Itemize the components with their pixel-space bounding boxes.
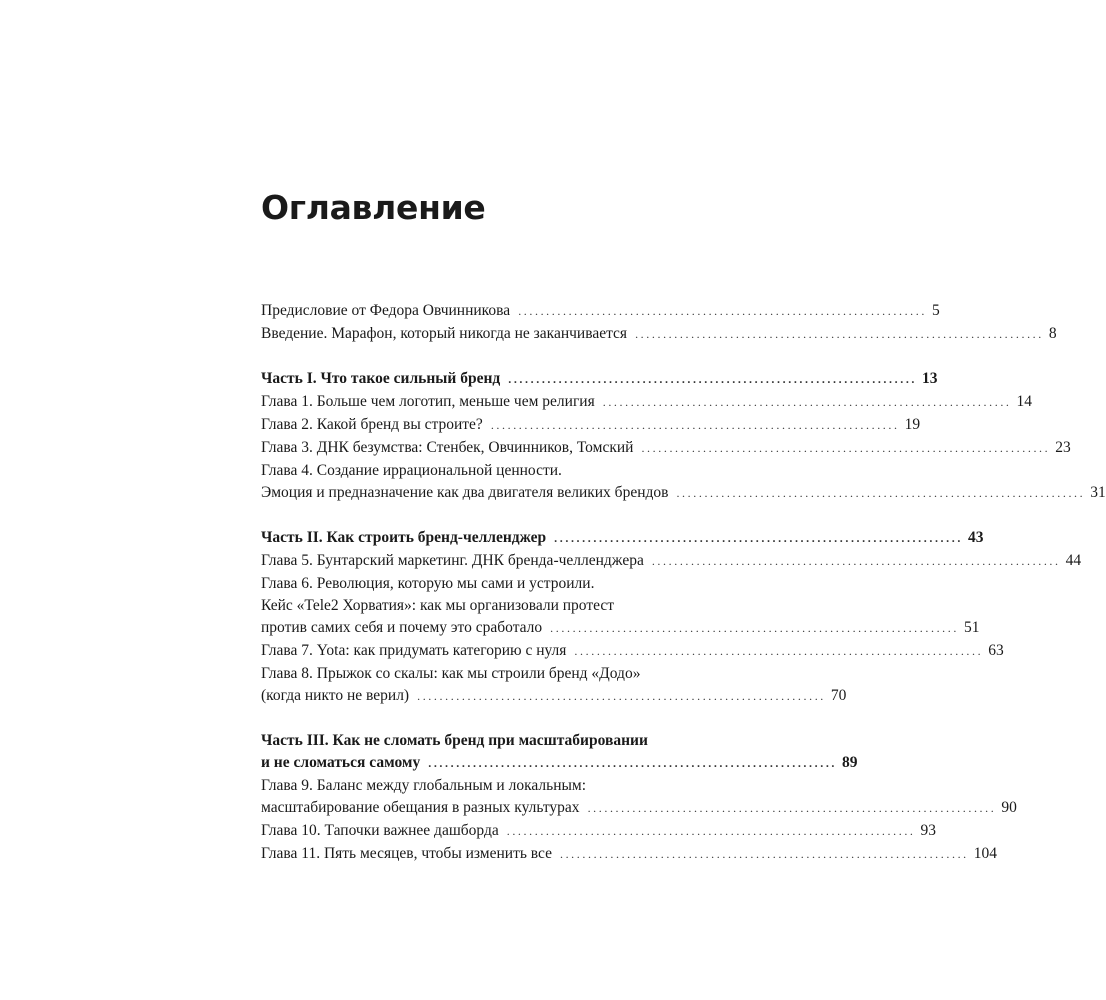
toc-page-number: 5: [932, 302, 940, 319]
toc-line: [261, 573, 739, 595]
toc-line: [261, 730, 739, 752]
dot-leader: .........................................................................: [635, 327, 1044, 341]
toc-part-entry[interactable]: [261, 368, 938, 390]
section-spacer: [261, 346, 739, 368]
toc-page-number: 70: [830, 687, 847, 704]
toc-page-number: 43: [967, 529, 984, 546]
toc-page-number: 13: [922, 370, 938, 387]
toc-line: [261, 300, 940, 322]
toc-entry-title: Глава 11. Пять месяцев, чтобы изменить все: [261, 845, 552, 862]
dot-leader: .........................................................................: [559, 847, 969, 861]
toc-chapter-entry[interactable]: [261, 843, 998, 865]
toc-part-entry[interactable]: [261, 527, 984, 549]
toc-entry-title: против самих себя и почему это сработало: [261, 619, 543, 636]
dot-leader: .........................................................................: [641, 441, 1051, 455]
toc-line: [261, 685, 847, 707]
dot-leader: .........................................................................: [417, 689, 826, 703]
dot-leader: .........................................................................: [554, 531, 963, 545]
toc-line: [261, 550, 1082, 572]
toc-entry-title: Кейс «Tele2 Хорватия»: как мы организовали протест: [261, 597, 615, 614]
toc-entry-title: Глава 8. Прыжок со скалы: как мы строили бренд «Додо»: [261, 665, 641, 682]
dot-leader: .........................................................................: [490, 418, 900, 432]
toc-chapter-entry[interactable]: [261, 573, 980, 639]
dot-leader: .........................................................................: [550, 621, 959, 635]
toc-line: [261, 797, 1017, 819]
toc-line: [261, 640, 1004, 662]
toc-entry-title: Глава 7. Yota: как придумать категорию с нуля: [261, 642, 567, 659]
dot-leader: .........................................................................: [602, 395, 1012, 409]
toc-line: [261, 482, 1106, 504]
toc-chapter-entry[interactable]: [261, 550, 1082, 572]
toc-chapter-entry[interactable]: [261, 300, 940, 322]
toc-line: [261, 323, 1057, 345]
toc-line: [261, 775, 739, 797]
toc-line: [261, 391, 1033, 413]
toc-entry-title: Глава 2. Какой бренд вы строите?: [261, 416, 483, 433]
toc-entry-title: Предисловие от Федора Овчинникова: [261, 302, 511, 319]
toc-chapter-entry[interactable]: [261, 775, 1017, 819]
toc-chapter-entry[interactable]: [261, 414, 921, 436]
toc-line: [261, 414, 921, 436]
toc-chapter-entry[interactable]: [261, 640, 1004, 662]
toc-page-number: 63: [988, 642, 1004, 659]
toc-entry-title: масштабирование обещания в разных культурах: [261, 799, 580, 816]
dot-leader: .........................................................................: [651, 554, 1061, 568]
toc-entry-title: (когда никто не верил): [261, 687, 410, 704]
toc-page-number: 90: [1001, 799, 1017, 816]
toc-entry-title: Введение. Марафон, который никогда не заканчивается: [261, 325, 628, 342]
toc-page-number: 31: [1090, 484, 1106, 501]
toc-line: [261, 843, 998, 865]
dot-leader: .........................................................................: [676, 486, 1086, 500]
toc-entry-title: Глава 5. Бунтарский маркетинг. ДНК бренда-челленджера: [261, 552, 644, 569]
toc-part-entry[interactable]: [261, 730, 858, 774]
toc-line: [261, 527, 984, 549]
dot-leader: .........................................................................: [506, 824, 916, 838]
section-spacer: [261, 708, 739, 730]
toc-line: [261, 595, 739, 617]
toc-entry-title: Глава 4. Создание иррациональной ценности.: [261, 462, 562, 479]
toc-page-number: 19: [904, 416, 921, 433]
toc-chapter-entry[interactable]: [261, 391, 1033, 413]
toc-entry-title: Глава 1. Больше чем логотип, меньше чем религия: [261, 393, 595, 410]
dot-leader: .........................................................................: [428, 756, 838, 770]
toc-chapter-entry[interactable]: [261, 663, 847, 707]
toc-entry-title: и не сломаться самому: [261, 754, 421, 771]
toc-chapter-entry[interactable]: [261, 820, 937, 842]
toc-line: [261, 460, 739, 482]
toc-line: [261, 437, 1071, 459]
toc-page-number: 89: [842, 754, 858, 771]
dot-leader: .........................................................................: [518, 304, 927, 318]
dot-leader: .........................................................................: [508, 372, 918, 386]
toc-page-number: 51: [963, 619, 980, 636]
toc-entry-title: Глава 10. Тапочки важнее дашборда: [261, 822, 499, 839]
toc-entry-title: Глава 3. ДНК безумства: Стенбек, Овчинников, Томский: [261, 439, 634, 456]
toc-entry-title: Глава 9. Баланс между глобальным и локальным:: [261, 777, 587, 794]
section-spacer: [261, 505, 739, 527]
dot-leader: .........................................................................: [587, 801, 997, 815]
toc-line: [261, 368, 938, 390]
dot-leader: .........................................................................: [574, 644, 984, 658]
toc-line: [261, 663, 739, 685]
toc-page-number: 23: [1055, 439, 1071, 456]
toc-entry-title: Глава 6. Революция, которую мы сами и устроили.: [261, 575, 595, 592]
toc-entry-title: Часть III. Как не сломать бренд при масштабировании: [261, 732, 648, 749]
table-of-contents: [261, 300, 1106, 866]
toc-page-number: 14: [1016, 393, 1033, 410]
toc-chapter-entry[interactable]: [261, 437, 1071, 459]
toc-line: [261, 617, 980, 639]
toc-entry-title: Эмоция и предназначение как два двигателя великих брендов: [261, 484, 669, 501]
toc-entry-title: Часть II. Как строить бренд-челленджер: [261, 529, 547, 546]
toc-page-number: 44: [1065, 552, 1082, 569]
page-title: Оглавление: [261, 188, 486, 227]
toc-entry-title: Часть I. Что такое сильный бренд: [261, 370, 501, 387]
toc-page-number: 104: [973, 845, 998, 862]
toc-line: [261, 752, 858, 774]
toc-chapter-entry[interactable]: [261, 460, 1106, 504]
toc-page-number: 8: [1048, 325, 1057, 342]
toc-page-number: 93: [920, 822, 937, 839]
toc-line: [261, 820, 937, 842]
toc-chapter-entry[interactable]: [261, 323, 1057, 345]
